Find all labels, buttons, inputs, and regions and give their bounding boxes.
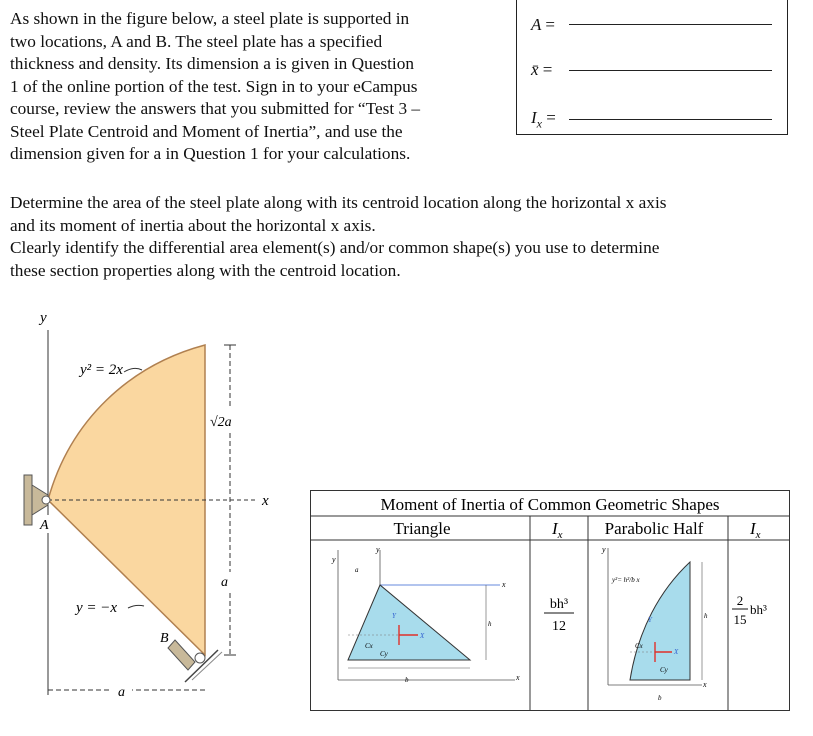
svg-text:Cy: Cy [660,666,668,674]
svg-text:h: h [488,620,492,628]
intro-paragraph [10,8,420,166]
svg-text:X: X [420,632,425,640]
svg-text:y: y [376,545,380,554]
curve-lower-label: y = −x [76,600,118,616]
intro-line: dimension given for a in Question 1 for your calculations. [10,144,411,163]
table-col-triangle: Triangle [393,519,451,538]
triangle-formula-numerator: bh³ [549,597,569,612]
answer-box [516,0,788,135]
task-line: Clearly identify the differential area element(s) and/or common shape(s) you use to determine [10,238,660,257]
intro-line: 1 of the online portion of the test. Sign in to your eCampus [10,76,418,96]
curve-upper-label: y² = 2x [80,362,123,378]
svg-text:y²= h²/b x: y²= h²/b x [612,576,640,584]
y-axis-label: y [40,310,47,326]
table-col-ix: $I_x$ [552,519,563,541]
task-line: these section properties along with the centroid location. [10,260,401,280]
dimension-a-right: a [221,575,228,590]
inertia-table [310,490,790,716]
svg-text:y: y [332,555,336,564]
answer-xbar-label: x̄ = [531,60,553,79]
svg-text:b: b [658,694,662,702]
intro-line: thickness and density. Its dimension a is given in Question [10,54,414,73]
answer-a-label: A = [531,15,555,34]
dimension-sqrt2a: √2a [210,415,232,430]
intro-line: As shown in the figure below, a steel plate is supported in [10,9,410,28]
x-axis-label: x [262,493,269,509]
svg-text:Y: Y [392,612,396,620]
answer-xbar-field[interactable] [569,70,772,71]
task-paragraph [10,192,666,282]
svg-text:x: x [703,680,707,689]
triangle-formula-denominator: 12 [552,619,566,634]
task-line: Determine the area of the steel plate along with its centroid location along the horizontal x axis [10,193,667,212]
svg-text:h: h [704,612,708,620]
svg-text:X: X [674,648,679,656]
task-line: and its moment of inertia about the horizontal x axis. [10,215,376,235]
svg-text:Cx: Cx [365,642,373,650]
parabolic-formula-tail: bh³ [750,602,767,617]
intro-line: two locations, A and B. The steel plate has a specified [10,31,383,51]
svg-text:b: b [405,676,409,684]
svg-text:y: y [602,545,606,554]
table-col-parabolic: Parabolic Half [604,519,704,538]
parabolic-formula-numerator: 2 [736,593,744,608]
table-col-ix2: $I_x$ [750,519,761,541]
answer-ix-label: $I_x$ = [531,108,556,131]
dimension-a-bottom: a [118,685,125,700]
support-a-label: A [40,518,49,533]
svg-text:Cx: Cx [635,642,643,650]
svg-text:Cy: Cy [380,650,388,658]
answer-ix-field[interactable] [569,119,772,120]
svg-text:a: a [355,566,359,574]
answer-a-field[interactable] [569,24,772,25]
svg-text:x: x [516,673,520,682]
intro-line: course, review the answers that you submitted for “Test 3 – [10,99,421,118]
plate-figure [0,310,300,730]
intro-line: Steel Plate Centroid and Moment of Inertia”, and use the [10,121,403,141]
table-title: Moment of Inertia of Common Geometric Shapes [380,495,720,514]
svg-text:Y: Y [648,616,652,624]
support-b-label: B [160,631,169,646]
parabolic-formula-denominator: 15 [733,612,747,627]
svg-text:x: x [502,580,506,589]
